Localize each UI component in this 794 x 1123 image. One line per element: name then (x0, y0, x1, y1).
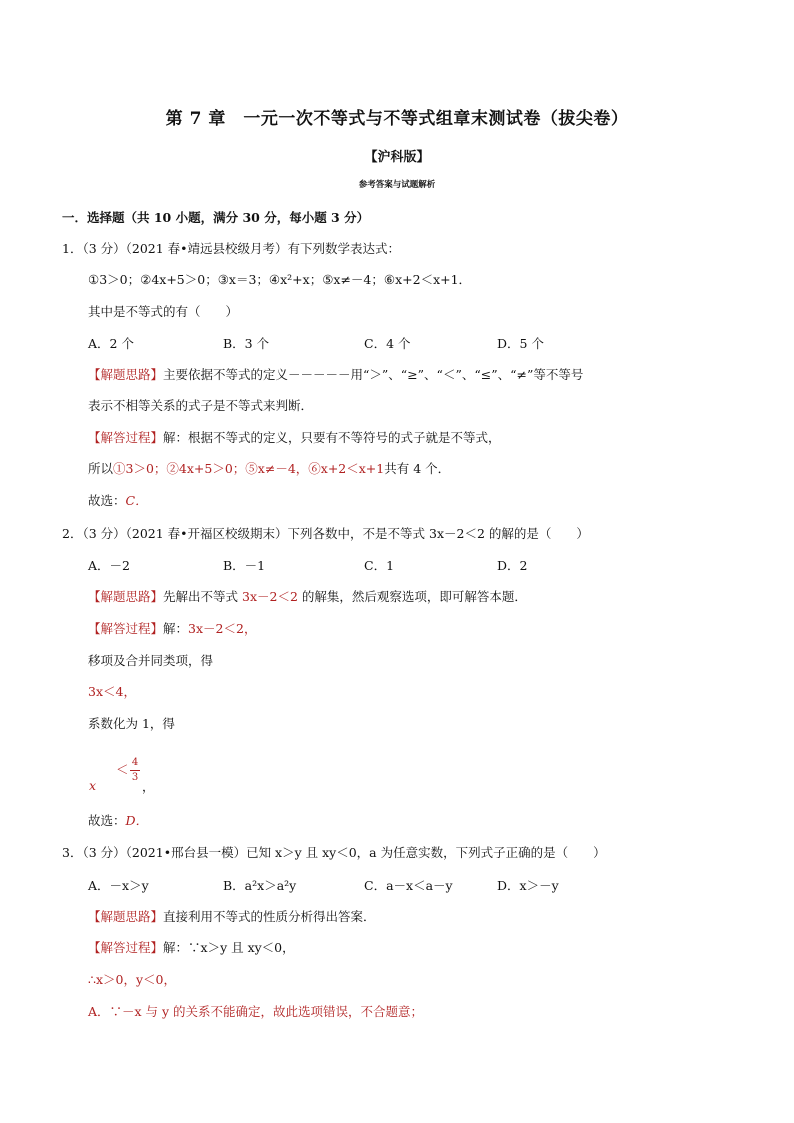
q2-idea-inequality: 3x－2＜2 (242, 589, 298, 604)
q3-process-3: A．∵－x 与 y 的关系不能确定，故此选项错误，不合题意； (88, 1004, 424, 1019)
q2-option-d: D．2 (497, 558, 528, 573)
q1-process-so: 所以 (88, 461, 114, 476)
answer-letter: D． (125, 813, 149, 828)
process-label: 【解答过程】 (88, 940, 164, 955)
answer-note: 参考答案与试题解析 (358, 180, 436, 190)
q2-process (88, 620, 256, 638)
q1-ask: 其中是不等式的有（ ） (88, 304, 239, 319)
q2-idea-c: 的解集，然后观察选项，即可解答本题． (297, 589, 527, 604)
answer-prefix: 故选： (88, 813, 126, 828)
q3-option-d: D．x＞－y (497, 878, 559, 893)
process-label: 【解答过程】 (88, 621, 164, 636)
q2-idea-a: 先解出不等式 (163, 589, 242, 604)
q2-step1-result: 3x＜4， (88, 684, 136, 699)
q2-frac-den: 3 (131, 772, 139, 783)
q1-process-text: 解：根据不等式的定义，只要有不等符号的式子就是不等式， (163, 430, 501, 445)
q1-answer (88, 492, 148, 510)
q2-answer (88, 812, 148, 830)
q2-process-a: 解： (163, 621, 189, 636)
q2-step1: 移项及合并同类项，得 (88, 653, 214, 668)
q1-option-d: D．5 个 (497, 336, 544, 351)
q2-frac-x: x (89, 778, 97, 793)
q1-idea-cont: 表示不相等关系的式子是不等式来判断． (88, 398, 314, 413)
q2-step2: 系数化为 1，得 (88, 716, 175, 731)
q2-frac-lt: ＜ (116, 762, 129, 777)
q3-option-b: B．a²x＞a²y (223, 878, 297, 893)
q2-frac-num: 4 (131, 757, 139, 768)
page-title: 第 7 章 一元一次不等式与不等式组章末测试卷（拔尖卷） (165, 109, 629, 129)
q3-process (88, 939, 295, 957)
q2-option-c: C．1 (364, 558, 395, 573)
q2-option-a: A．－2 (88, 558, 130, 573)
q1-stem: 1．（3 分）（2021 春•靖远县校级月考）有下列数学表达式： (62, 241, 401, 256)
q1-option-b: B．3 个 (223, 336, 270, 351)
q3-option-a: A．－x＞y (88, 878, 149, 893)
q2-idea (88, 588, 527, 606)
q1-option-a: A．2 个 (88, 336, 134, 351)
q1-idea-text: 主要依据不等式的定义－－－－－用“＞”、“≥”、“＜”、“≤”、“≠”等不等号 (163, 367, 584, 382)
q1-idea (88, 366, 583, 384)
q2-frac-comma: ， (142, 779, 155, 794)
idea-label: 【解题思路】 (88, 367, 164, 382)
idea-label: 【解题思路】 (88, 909, 164, 924)
q3-option-c: C．a－x＜a－y (364, 878, 453, 893)
process-label: 【解答过程】 (88, 430, 164, 445)
q1-option-c: C．4 个 (364, 336, 411, 351)
q1-process-list: ①3＞0；②4x+5＞0；⑤x≠－4，⑥x+2＜x+1 (113, 461, 385, 476)
q3-process-text: 解：∵x＞y 且 xy＜0， (163, 940, 295, 955)
q3-stem: 3．（3 分）（2021•邢台县一模）已知 x＞y 且 xy＜0，a 为任意实数，下列式子正确的是（ ） (62, 845, 606, 860)
q1-exprs: ①3＞0；②4x+5＞0；③x＝3；④x²+x；⑤x≠－4；⑥x+2＜x+1． (88, 272, 472, 287)
answer-letter: C． (125, 493, 148, 508)
q3-idea (88, 908, 376, 926)
q2-stem: 2．（3 分）（2021 春•开福区校级期末）下列各数中，不是不等式 3x－2＜2 的解的是（ ） (62, 526, 589, 541)
q3-process-2: ∴x＞0，y＜0， (88, 972, 176, 987)
q3-idea-text: 直接利用不等式的性质分析得出答案． (163, 909, 376, 924)
q1-process-cont (88, 460, 450, 478)
fraction-bar (130, 770, 140, 771)
idea-label: 【解题思路】 (88, 589, 164, 604)
answer-prefix: 故选： (88, 493, 126, 508)
edition-label: 【沪科版】 (364, 150, 430, 165)
q1-process (88, 429, 501, 447)
section-heading: 一．选择题（共 10 小题，满分 30 分，每小题 3 分） (62, 210, 370, 225)
q2-option-b: B．－1 (223, 558, 266, 573)
q1-process-count: 共有 4 个． (384, 461, 451, 476)
q2-process-inequality: 3x－2＜2， (188, 621, 257, 636)
